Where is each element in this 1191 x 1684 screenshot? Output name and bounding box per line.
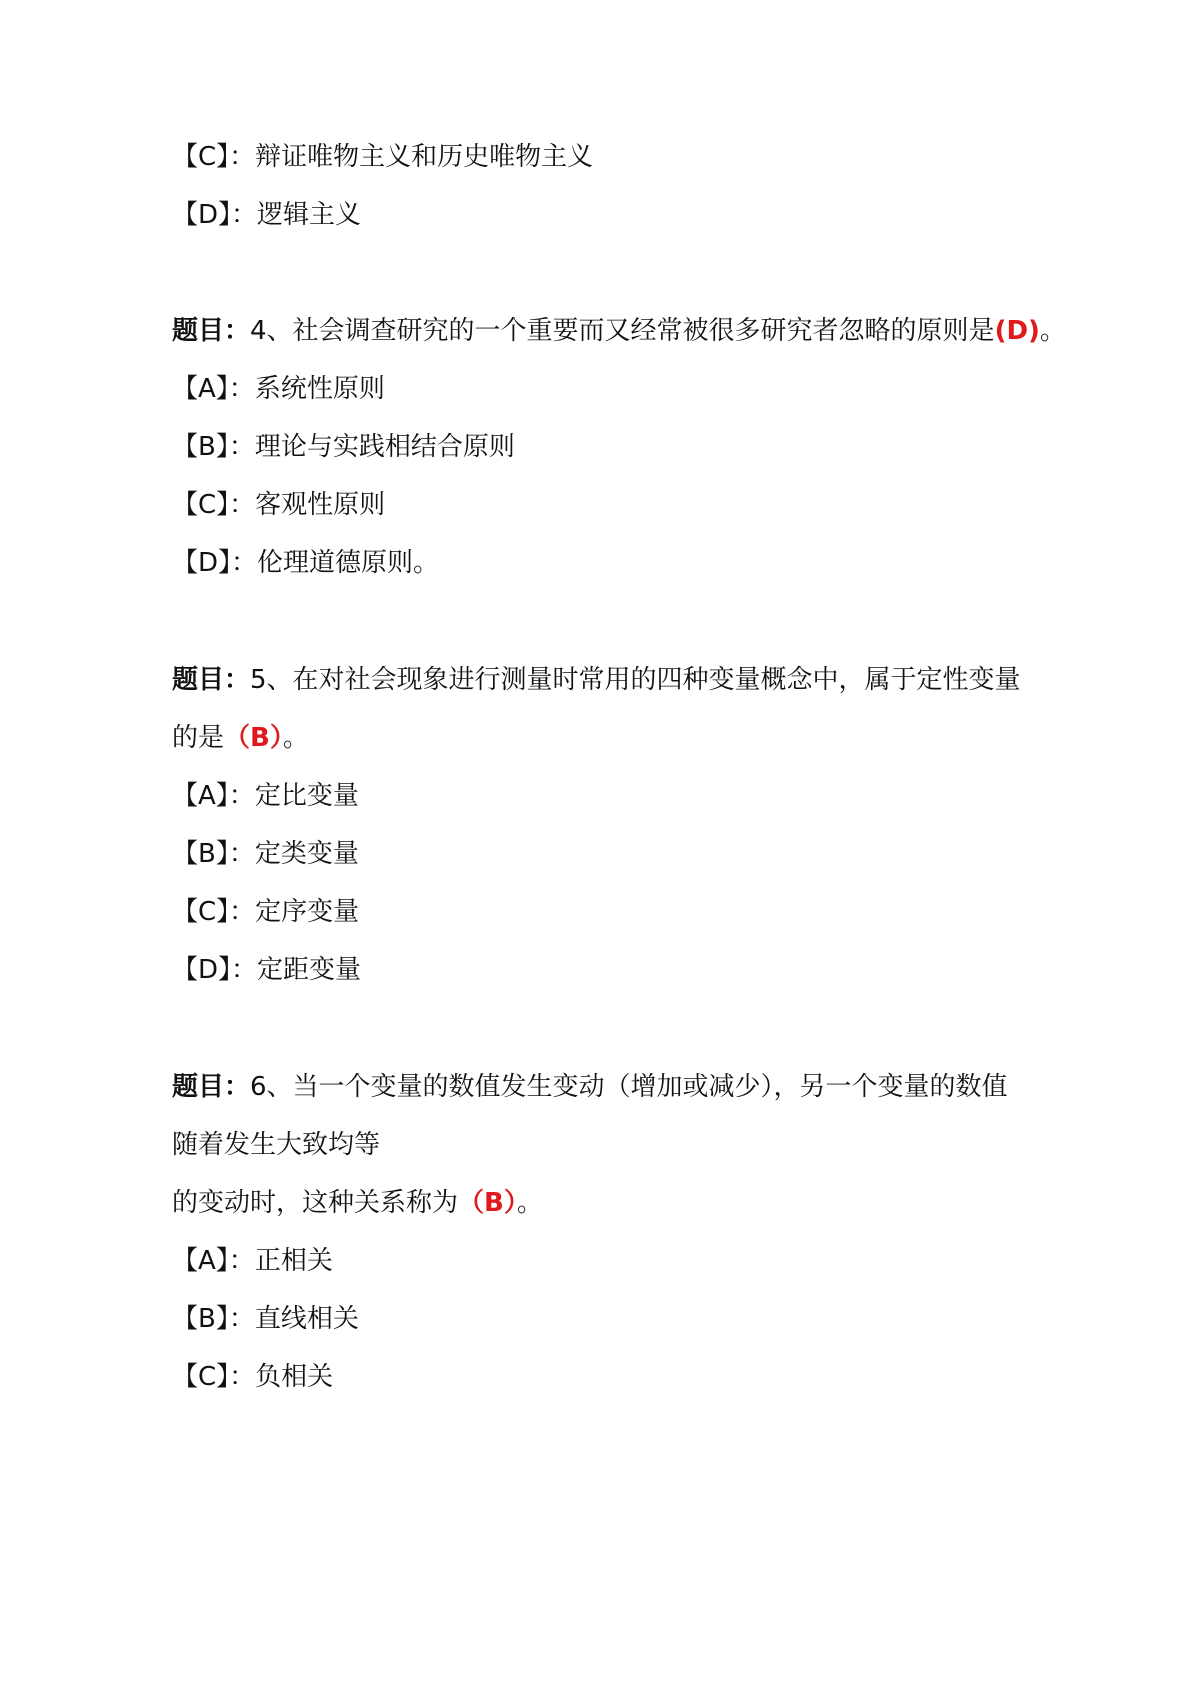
- q5-stem-line2: [172, 721, 309, 755]
- question-label: 题目：: [172, 316, 251, 346]
- option-key: 【C】: [172, 1362, 230, 1392]
- option-key: 【D】: [172, 200, 232, 230]
- option-separator: ：: [228, 839, 255, 869]
- option-separator: ：: [229, 490, 256, 520]
- option-separator: ：: [229, 897, 256, 927]
- q4-stem: [172, 314, 1066, 348]
- option-text: 定比变量: [254, 781, 359, 811]
- option-text: 定距变量: [257, 955, 362, 985]
- option-separator: ：: [229, 142, 256, 172]
- question-text: 4、社会调查研究的一个重要而又经常被很多研究者忽略的原则是: [250, 316, 995, 346]
- option-key: 【D】: [172, 548, 232, 578]
- option-key: 【A】: [172, 1246, 229, 1276]
- q6-stem-line2: [172, 1128, 380, 1162]
- option-text: 辩证唯物主义和历史唯物主义: [255, 142, 594, 172]
- question-label: 题目：: [172, 1072, 251, 1102]
- q6-option-b: [172, 1302, 359, 1336]
- option-separator: ：: [228, 1246, 255, 1276]
- q5-option-b: [172, 837, 359, 871]
- option-separator: ：: [228, 1304, 255, 1334]
- q4-option-d: [172, 546, 439, 580]
- q3-option-c: [172, 140, 593, 174]
- option-text: 客观性原则: [255, 490, 386, 520]
- q4-option-c: [172, 488, 385, 522]
- question-label: 题目：: [172, 665, 251, 695]
- option-text: 理论与实践相结合原则: [254, 432, 515, 462]
- question-text: 的是: [172, 723, 225, 753]
- answer-mark: （B）: [458, 1188, 517, 1218]
- q6-option-a: [172, 1244, 333, 1278]
- option-separator: ：: [229, 1362, 256, 1392]
- q3-option-d: [172, 198, 361, 232]
- q5-stem-line1: [172, 663, 1021, 697]
- answer-mark: （B）: [224, 723, 283, 753]
- option-key: 【D】: [172, 955, 232, 985]
- q4-option-a: [172, 372, 385, 406]
- question-end: 。: [1039, 316, 1066, 346]
- q5-option-c: [172, 895, 359, 929]
- option-text: 正相关: [254, 1246, 333, 1276]
- question-text: 5、在对社会现象进行测量时常用的四种变量概念中，属于定性变量: [250, 665, 1021, 695]
- option-separator: ：: [228, 781, 255, 811]
- q6-stem-line1: [172, 1070, 1008, 1104]
- option-key: 【A】: [172, 374, 229, 404]
- option-key: 【B】: [172, 1304, 229, 1334]
- option-key: 【B】: [172, 432, 229, 462]
- option-text: 定序变量: [255, 897, 360, 927]
- option-key: 【A】: [172, 781, 229, 811]
- option-text: 伦理道德原则。: [257, 548, 440, 578]
- question-end: 。: [516, 1188, 543, 1218]
- option-text: 系统性原则: [254, 374, 385, 404]
- answer-mark: (D): [994, 316, 1040, 346]
- q5-option-d: [172, 953, 361, 987]
- option-text: 直线相关: [254, 1304, 359, 1334]
- question-end: 。: [282, 723, 309, 753]
- option-text: 负相关: [255, 1362, 334, 1392]
- option-separator: ：: [231, 200, 258, 230]
- option-key: 【C】: [172, 142, 230, 172]
- option-separator: ：: [231, 548, 258, 578]
- q6-option-c: [172, 1360, 333, 1394]
- question-text: 6、当一个变量的数值发生变动（增加或减少），另一个变量的数值: [250, 1072, 1008, 1102]
- q6-stem-line3: [172, 1186, 543, 1220]
- q5-option-a: [172, 779, 359, 813]
- option-separator: ：: [228, 374, 255, 404]
- option-text: 定类变量: [254, 839, 359, 869]
- option-separator: ：: [228, 432, 255, 462]
- option-key: 【B】: [172, 839, 229, 869]
- option-key: 【C】: [172, 897, 230, 927]
- option-separator: ：: [231, 955, 258, 985]
- q4-option-b: [172, 430, 515, 464]
- option-key: 【C】: [172, 490, 230, 520]
- option-text: 逻辑主义: [257, 200, 362, 230]
- question-text: 的变动时，这种关系称为: [172, 1188, 459, 1218]
- question-text: 随着发生大致均等: [172, 1130, 381, 1160]
